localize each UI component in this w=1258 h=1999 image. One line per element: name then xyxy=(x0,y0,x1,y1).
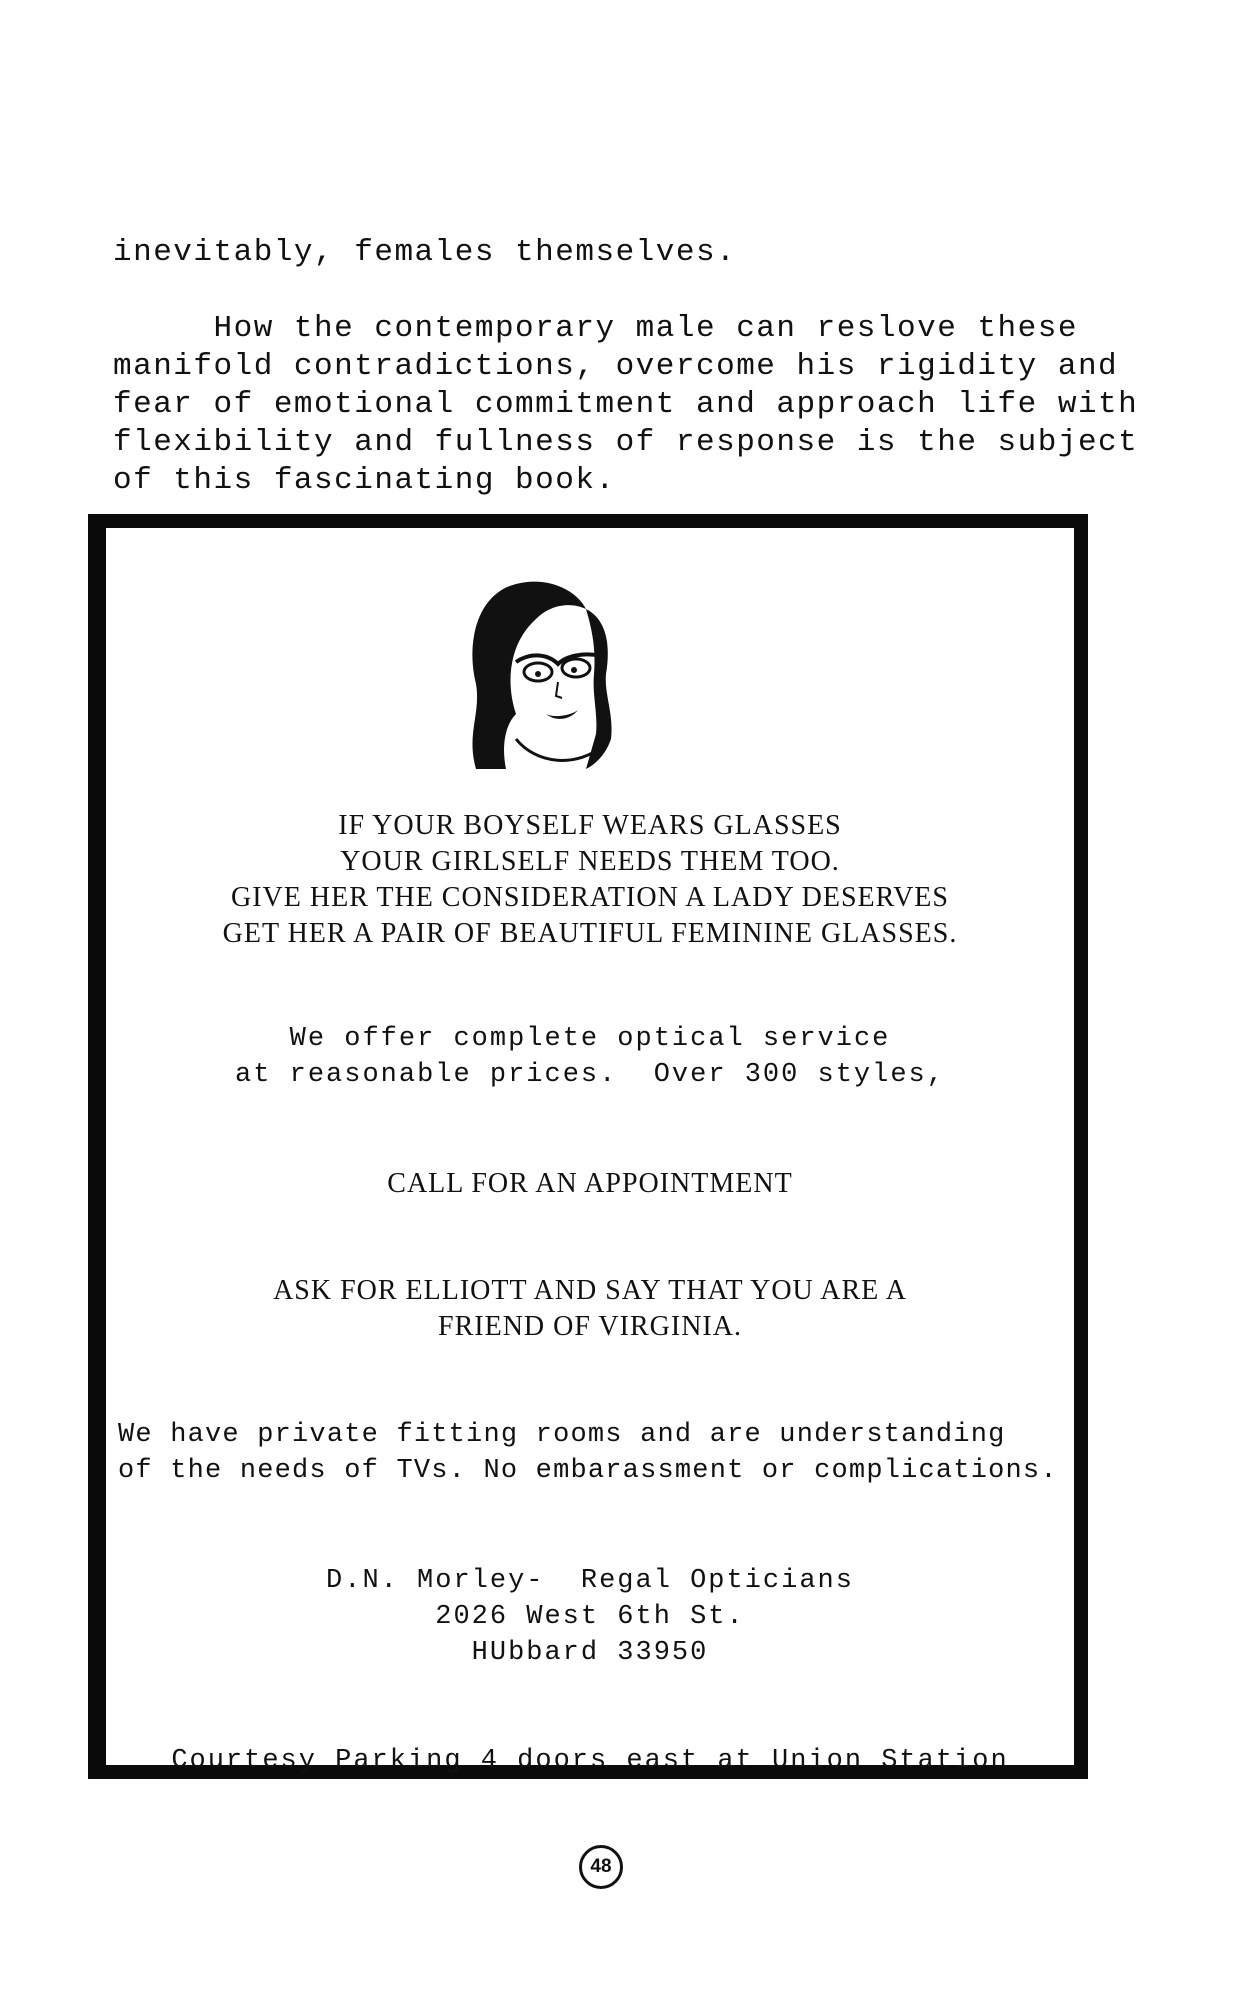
ask-line-1: ASK FOR ELLIOTT AND SAY THAT YOU ARE A xyxy=(273,1275,907,1306)
offer-line-2: at reasonable prices. Over 300 styles, xyxy=(235,1060,945,1090)
headline-line-4: GET HER A PAIR OF BEAUTIFUL FEMININE GLASSES. xyxy=(222,918,958,949)
headline-line-1: IF YOUR BOYSELF WEARS GLASSES xyxy=(338,810,842,841)
call-for-appointment: CALL FOR AN APPOINTMENT xyxy=(387,1168,793,1199)
advertisement-box xyxy=(88,514,1088,1779)
paragraph-1: inevitably, females themselves. xyxy=(113,235,737,270)
address-line-2: 2026 West 6th St. xyxy=(435,1602,745,1632)
headline-line-3: GIVE HER THE CONSIDERATION A LADY DESERVES xyxy=(231,882,949,913)
address-line-3: HUbbard 33950 xyxy=(471,1638,709,1668)
woman-with-glasses-portrait xyxy=(446,564,626,774)
privacy-line-1: We have private fitting rooms and are understanding xyxy=(118,1420,1006,1450)
privacy-line-2: of the needs of TVs. No embarassment or complications. xyxy=(118,1456,1058,1486)
ask-line-2: FRIEND OF VIRGINIA. xyxy=(438,1311,742,1342)
headline-line-2: YOUR GIRLSELF NEEDS THEM TOO. xyxy=(340,846,840,877)
address-line-1: D.N. Morley- Regal Opticians xyxy=(326,1566,854,1596)
parking-note: Courtesy Parking 4 doors east at Union Station xyxy=(171,1746,1009,1776)
offer-line-1: We offer complete optical service xyxy=(289,1024,891,1054)
page-number: 48 xyxy=(579,1845,623,1889)
paragraph-2: How the contemporary male can reslove these manifold contradictions, overcome his rigidity and fear of emotional commitment and approach life with flexibility and fullness of response is the subject of this fascinating book. xyxy=(113,311,1139,498)
